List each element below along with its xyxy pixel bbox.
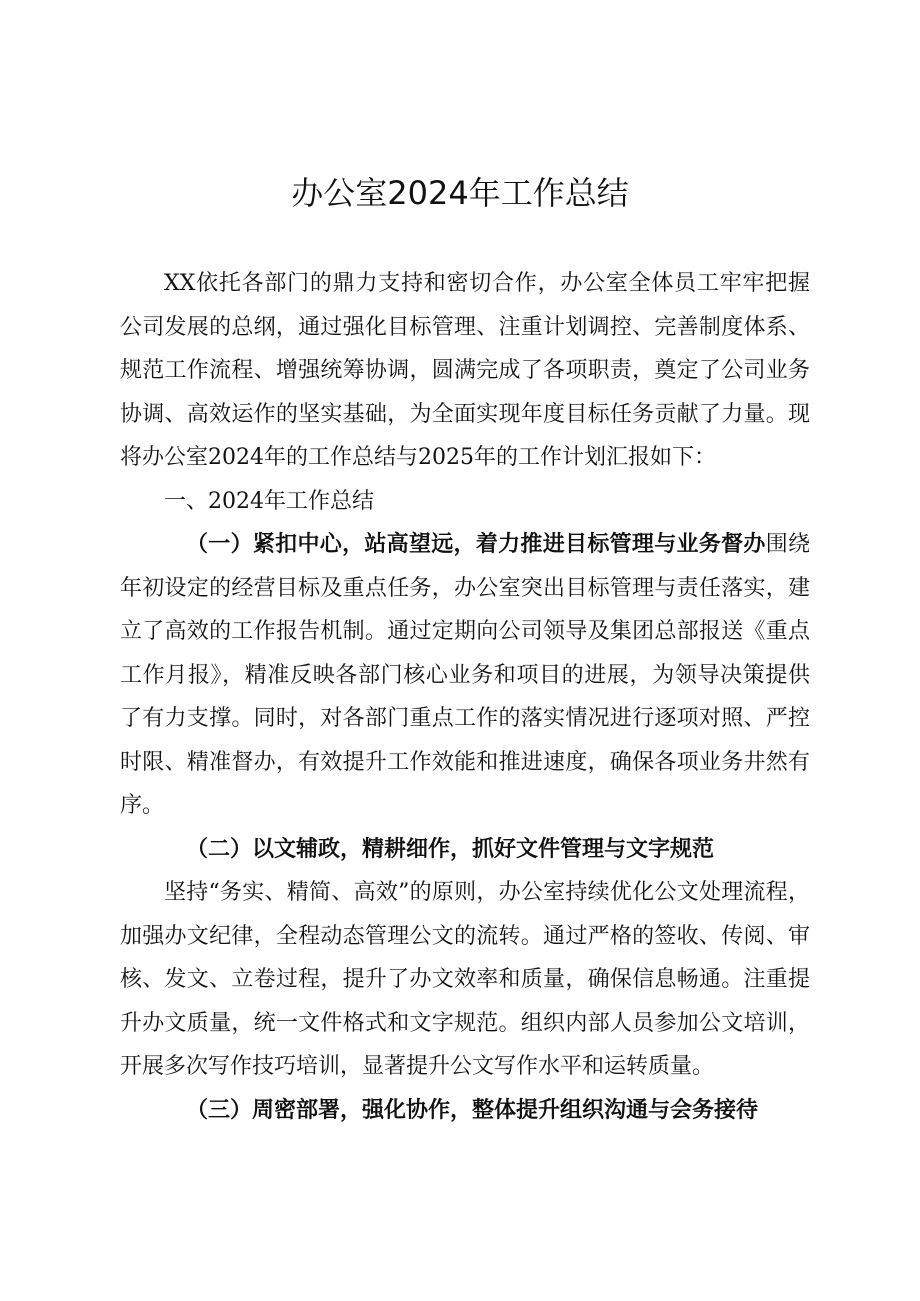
subsection-heading-1: （一）紧扣中心，站高望远，着力推进目标管理与业务督办 xyxy=(186,531,766,557)
intro-paragraph: XX依托各部门的鼎力支持和密切合作，办公室全体员工牢牢把握公司发展的总纲，通过强化目标管理、注重计划调控、完善制度体系、规范工作流程、增强统筹协调，圆满完成了各项职责，奠定了公司业务协调、高效运作的坚实基础，为全面实现年度目标任务贡献了力量。现将办公室2024年的工作总结与2025年的工作计划汇报如下： xyxy=(120,271,810,470)
subsection-heading-2: （二）以文辅政，精耕细作，抓好文件管理与文字规范 xyxy=(186,835,715,862)
document-body xyxy=(120,262,810,1132)
document-title: 办公室2024年工作总结 xyxy=(291,174,629,212)
subsection-1-text: 围绕年初设定的经营目标及重点任务，办公室突出目标管理与责任落实，建立了高效的工作报告机制。通过定期向公司领导及集团总部报送《重点工作月报》，精准反映各部门核心业务和项目的进展，为领导决策提供了有力支撑。同时，对各部门重点工作的落实情况进行逐项对照、严控时限、精准督办，有效提升工作效能和推进速度，确保各项业务井然有序。 xyxy=(120,532,810,818)
section-heading-1: 一、2024年工作总结 xyxy=(164,488,374,514)
subsection-heading-3: （三）周密部署，强化协作，整体提升组织沟通与会务接待 xyxy=(186,1096,759,1123)
subsection-2-text: 坚持“务实、精简、高效”的原则，办公室持续优化公文处理流程，加强办文纪律，全程动态管理公文的流转。通过严格的签收、传阅、审核、发文、立卷过程，提升了办文效率和质量，确保信息畅通。注重提升办文质量，统一文件格式和文字规范。组织内部人员参加公文培训，开展多次写作技巧培训，显著提升公文写作水平和运转质量。 xyxy=(120,880,810,1079)
subsection-1-paragraph xyxy=(120,523,810,828)
